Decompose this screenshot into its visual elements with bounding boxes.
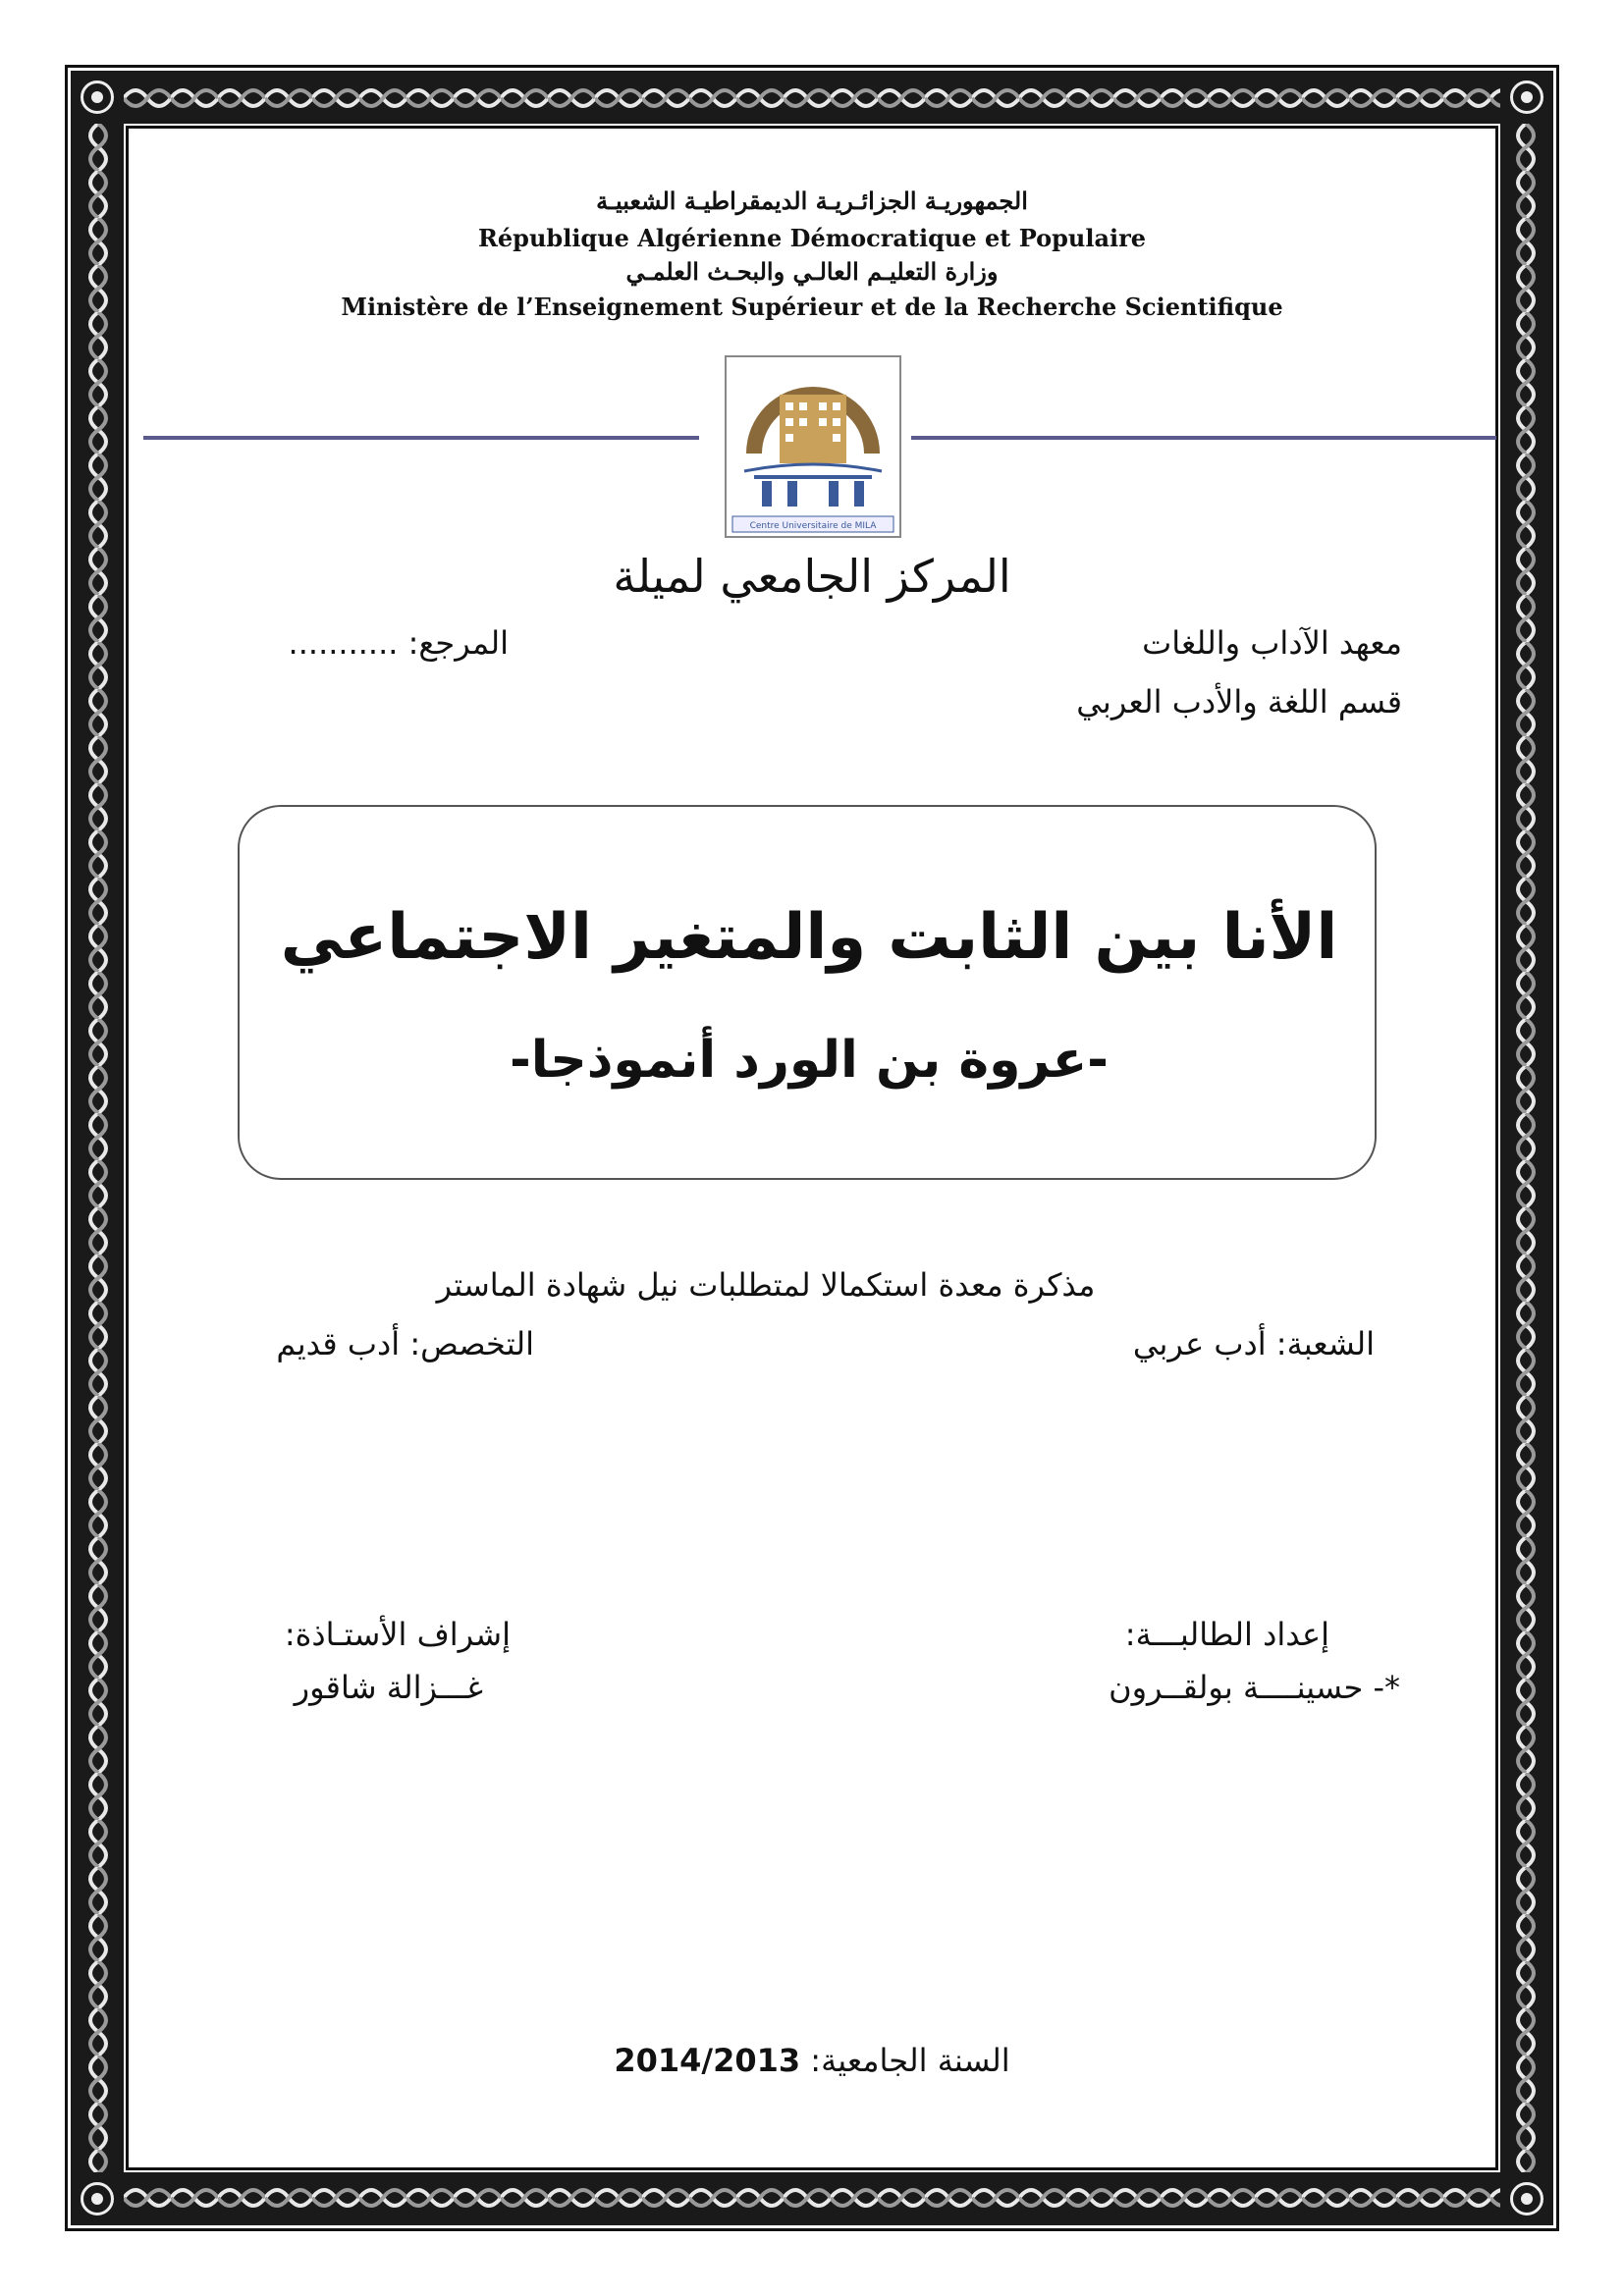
specialty-field: التخصص: أدب قديم [276, 1325, 534, 1362]
student-name: *- حسينــــة بولقــرون [1109, 1669, 1400, 1706]
university-logo [725, 355, 901, 538]
corner-ring-icon [71, 71, 124, 124]
corner-ring-icon [1500, 71, 1553, 124]
student-label: إعداد الطالبـــة: [1124, 1616, 1329, 1653]
corner-ring-icon [71, 2172, 124, 2225]
corner-ring-icon [1500, 2172, 1553, 2225]
supervisor-label: إشراف الأستـاذة: [284, 1616, 511, 1653]
thesis-title: الأنا بين الثابت والمتغير الاجتماعي [280, 901, 1338, 974]
ministry-french: Ministère de l’Enseignement Supérieur et de la Recherche Scientifique [341, 293, 1283, 321]
right-chain-ornament [79, 124, 118, 2172]
academic-year-value: 2014/2013 [614, 2042, 801, 2079]
republic-french: République Algérienne Démocratique et Populaire [477, 224, 1147, 252]
left-chain-ornament [1506, 124, 1545, 2172]
top-chain-ornament [124, 79, 1500, 118]
logo-caption: Centre Universitaire de MILA [749, 521, 877, 531]
institute-name: معهد الآداب واللغات [1142, 624, 1402, 662]
thesis-subtitle: -عروة بن الورد أنموذجا- [510, 1031, 1109, 1090]
academic-year [491, 2042, 1133, 2079]
academic-year-label: السنة الجامعية: [810, 2042, 1010, 2079]
divider-left [143, 436, 699, 440]
republic-arabic: الجمهوريـة الجزائـريـة الديمقراطيـة الشعبيـة [596, 187, 1028, 215]
department-name: قسم اللغة والأدب العربي [1076, 683, 1402, 721]
thesis-title-box [238, 805, 1377, 1180]
university-center-name: المركز الجامعي لميلة [613, 550, 1011, 603]
ministry-arabic: وزارة التعليـم العالـي والبحـث العلمـي [625, 257, 999, 286]
branch-field: الشعبة: أدب عربي [1132, 1325, 1375, 1362]
bottom-chain-ornament [124, 2178, 1500, 2217]
thesis-purpose-note: مذكرة معدة استكمالا لمتطلبات نيل شهادة الماستر [436, 1266, 1096, 1304]
supervisor-name: غـــزالة شاقور [294, 1669, 483, 1706]
divider-right [911, 436, 1496, 440]
reference-field: المرجع: ........... [288, 624, 509, 662]
